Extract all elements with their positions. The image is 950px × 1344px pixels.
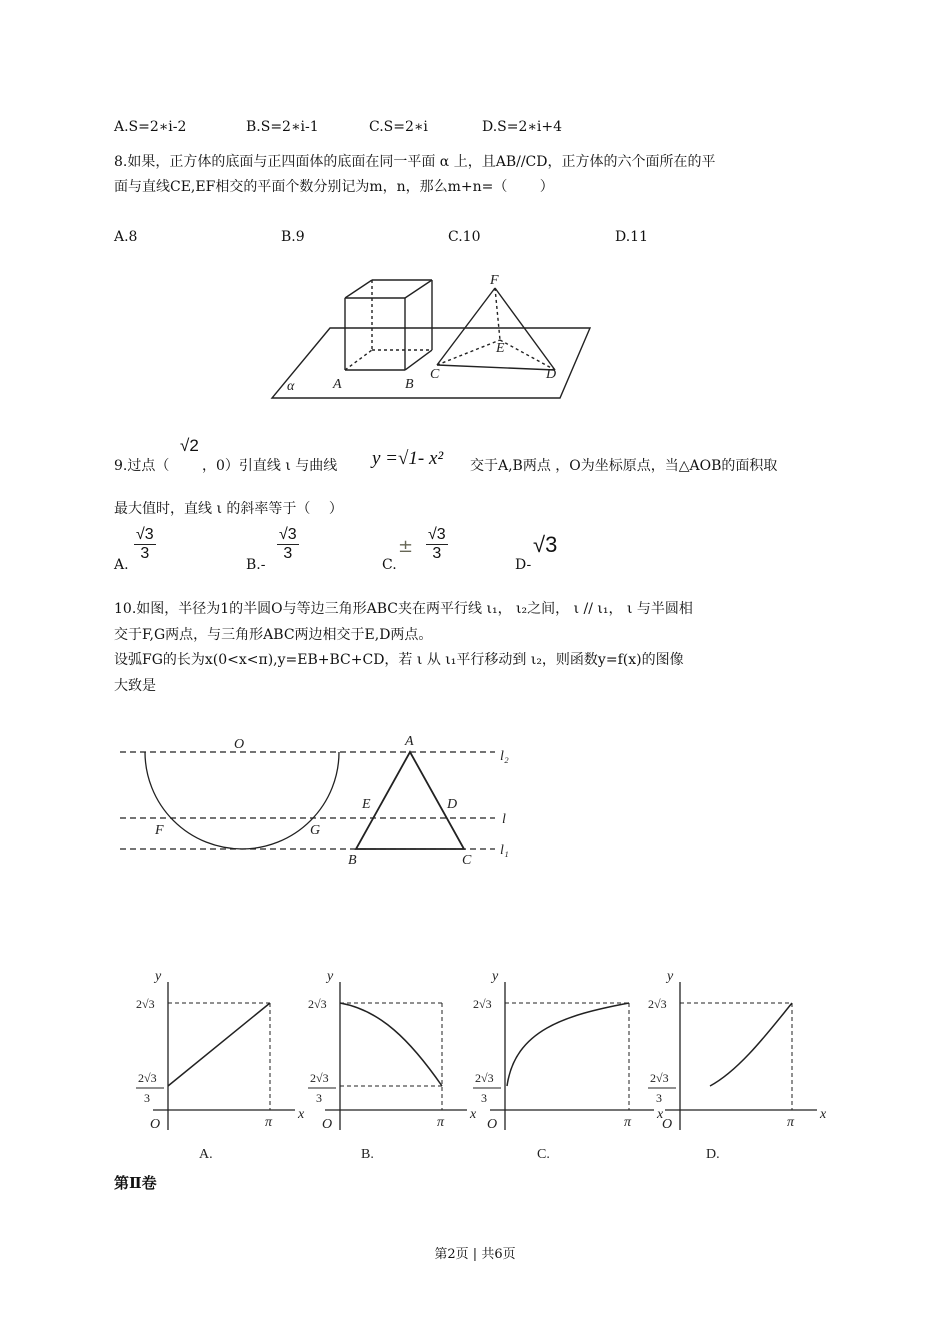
- denominator: 3: [140, 545, 150, 562]
- y-axis-label: y: [667, 969, 674, 984]
- label-l: l: [502, 812, 506, 827]
- numerator: √3: [279, 526, 297, 543]
- label-b: B: [348, 853, 357, 868]
- label-b: B: [405, 377, 414, 392]
- label-e: E: [496, 341, 505, 356]
- low-tick-denominator: 3: [144, 1091, 150, 1105]
- x-axis-label: x: [657, 1107, 664, 1122]
- section-title: 第Ⅱ卷: [114, 1174, 157, 1192]
- label-f: F: [490, 273, 499, 288]
- q7-option-a: A.S=2∗i-2: [114, 119, 187, 135]
- graph-option-label: B.: [361, 1147, 374, 1162]
- q8-option-b: B.9: [281, 229, 305, 245]
- graph-option-label: A.: [199, 1147, 213, 1162]
- x-axis-label: x: [820, 1107, 827, 1122]
- origin-label: O: [150, 1117, 161, 1132]
- low-tick-numerator: 2√3: [650, 1071, 669, 1085]
- pi-tick-label: π: [265, 1115, 273, 1130]
- q9-text-part-b: ，0）引直线 ι 与曲线: [202, 458, 338, 474]
- page-footer: 第2页 | 共6页: [434, 1247, 516, 1262]
- q9-option-c-sign: ±: [398, 536, 414, 557]
- q9-option-c-label: C.: [382, 557, 397, 573]
- q8-text-line2: 面与直线CE,EF相交的平面个数分别记为m，n，那么m+n=（ ）: [114, 179, 554, 195]
- pi-tick-label: π: [437, 1115, 445, 1130]
- q9-option-b-label: B.-: [246, 557, 266, 573]
- low-tick-denominator: 3: [656, 1091, 662, 1105]
- answer-graph-c: [473, 969, 664, 1162]
- q9-option-d-value: √3: [533, 532, 558, 557]
- label-e: E: [362, 797, 371, 812]
- q7-option-b: B.S=2∗i-1: [246, 119, 319, 135]
- denominator: 3: [432, 545, 442, 562]
- label-d: D: [546, 367, 557, 382]
- label-c: C: [430, 367, 440, 382]
- answer-graph-b: [308, 969, 477, 1162]
- pi-tick-label: π: [624, 1115, 632, 1130]
- origin-label: O: [322, 1117, 333, 1132]
- label-l1: l₁: [500, 843, 509, 858]
- function-curve: [507, 1003, 629, 1086]
- label-g: G: [310, 823, 321, 838]
- label-l2: l₂: [500, 749, 509, 764]
- origin-label: O: [662, 1117, 673, 1132]
- function-curve: [168, 1003, 270, 1086]
- label-a: A: [405, 734, 414, 749]
- graph-option-label: D.: [706, 1147, 720, 1162]
- q8-option-a: A.8: [114, 229, 138, 245]
- y-axis-label: y: [492, 969, 499, 984]
- denominator: 3: [283, 545, 293, 562]
- q9-curve-equation: y =√1- x²: [372, 448, 444, 469]
- graph-option-label: C.: [537, 1147, 550, 1162]
- function-curve: [340, 1003, 442, 1086]
- function-curve: [710, 1003, 792, 1086]
- q10-text-line4: 大致是: [114, 678, 156, 694]
- numerator: √3: [428, 526, 446, 543]
- low-tick-denominator: 3: [481, 1091, 487, 1105]
- pi-tick-label: π: [787, 1115, 795, 1130]
- y-axis-label: y: [155, 969, 162, 984]
- q10-text-line1: 10.如图，半径为1的半圆O与等边三角形ABC夹在两平行线 ι₁， ι₂之间， ι // ι₁， ι 与半圆相: [114, 601, 693, 617]
- top-tick-label: 2√3: [648, 997, 667, 1011]
- top-tick-label: 2√3: [136, 997, 155, 1011]
- q9-sqrt2: √2: [180, 436, 199, 455]
- low-tick-numerator: 2√3: [310, 1071, 329, 1085]
- label-o: O: [234, 737, 245, 752]
- answer-graph-d: [648, 969, 827, 1162]
- q9-option-d-label: D-: [515, 557, 532, 573]
- q9-text-line2: 最大值时，直线 ι 的斜率等于（ ）: [114, 501, 343, 517]
- q8-option-d: D.11: [615, 229, 648, 245]
- top-tick-label: 2√3: [473, 997, 492, 1011]
- low-tick-denominator: 3: [316, 1091, 322, 1105]
- label-f: F: [155, 823, 164, 838]
- q7-option-d: D.S=2∗i+4: [482, 119, 563, 135]
- answer-graph-a: [136, 969, 305, 1162]
- x-axis-label: x: [298, 1107, 305, 1122]
- top-tick-label: 2√3: [308, 997, 327, 1011]
- label-d: D: [447, 797, 458, 812]
- q8-text-line1: 8.如果，正方体的底面与正四面体的底面在同一平面 α 上，且AB//CD，正方体的六个面所在的平: [114, 154, 716, 170]
- q9-text-part-a: 9.过点（: [114, 458, 170, 474]
- label-a: A: [333, 377, 342, 392]
- x-axis-label: x: [470, 1107, 477, 1122]
- label-alpha: α: [287, 379, 295, 394]
- origin-label: O: [487, 1117, 498, 1132]
- q10-text-line3: 设弧FG的长为x(0<x<π),y=EB+BC+CD，若 ι 从 ι₁平行移动到 ι₂，则函数y=f(x)的图像: [114, 652, 684, 668]
- q8-option-c: C.10: [448, 229, 481, 245]
- label-c: C: [462, 853, 472, 868]
- q7-option-c: C.S=2∗i: [369, 119, 428, 135]
- q9-option-a-label: A.: [114, 557, 129, 573]
- q10-text-line2: 交于F,G两点，与三角形ABC两边相交于E,D两点。: [114, 627, 433, 643]
- low-tick-numerator: 2√3: [475, 1071, 494, 1085]
- low-tick-numerator: 2√3: [138, 1071, 157, 1085]
- y-axis-label: y: [327, 969, 334, 984]
- q9-text-part-c: 交于A,B两点 ，O为坐标原点，当△AOB的面积取: [470, 458, 778, 474]
- numerator: √3: [136, 526, 154, 543]
